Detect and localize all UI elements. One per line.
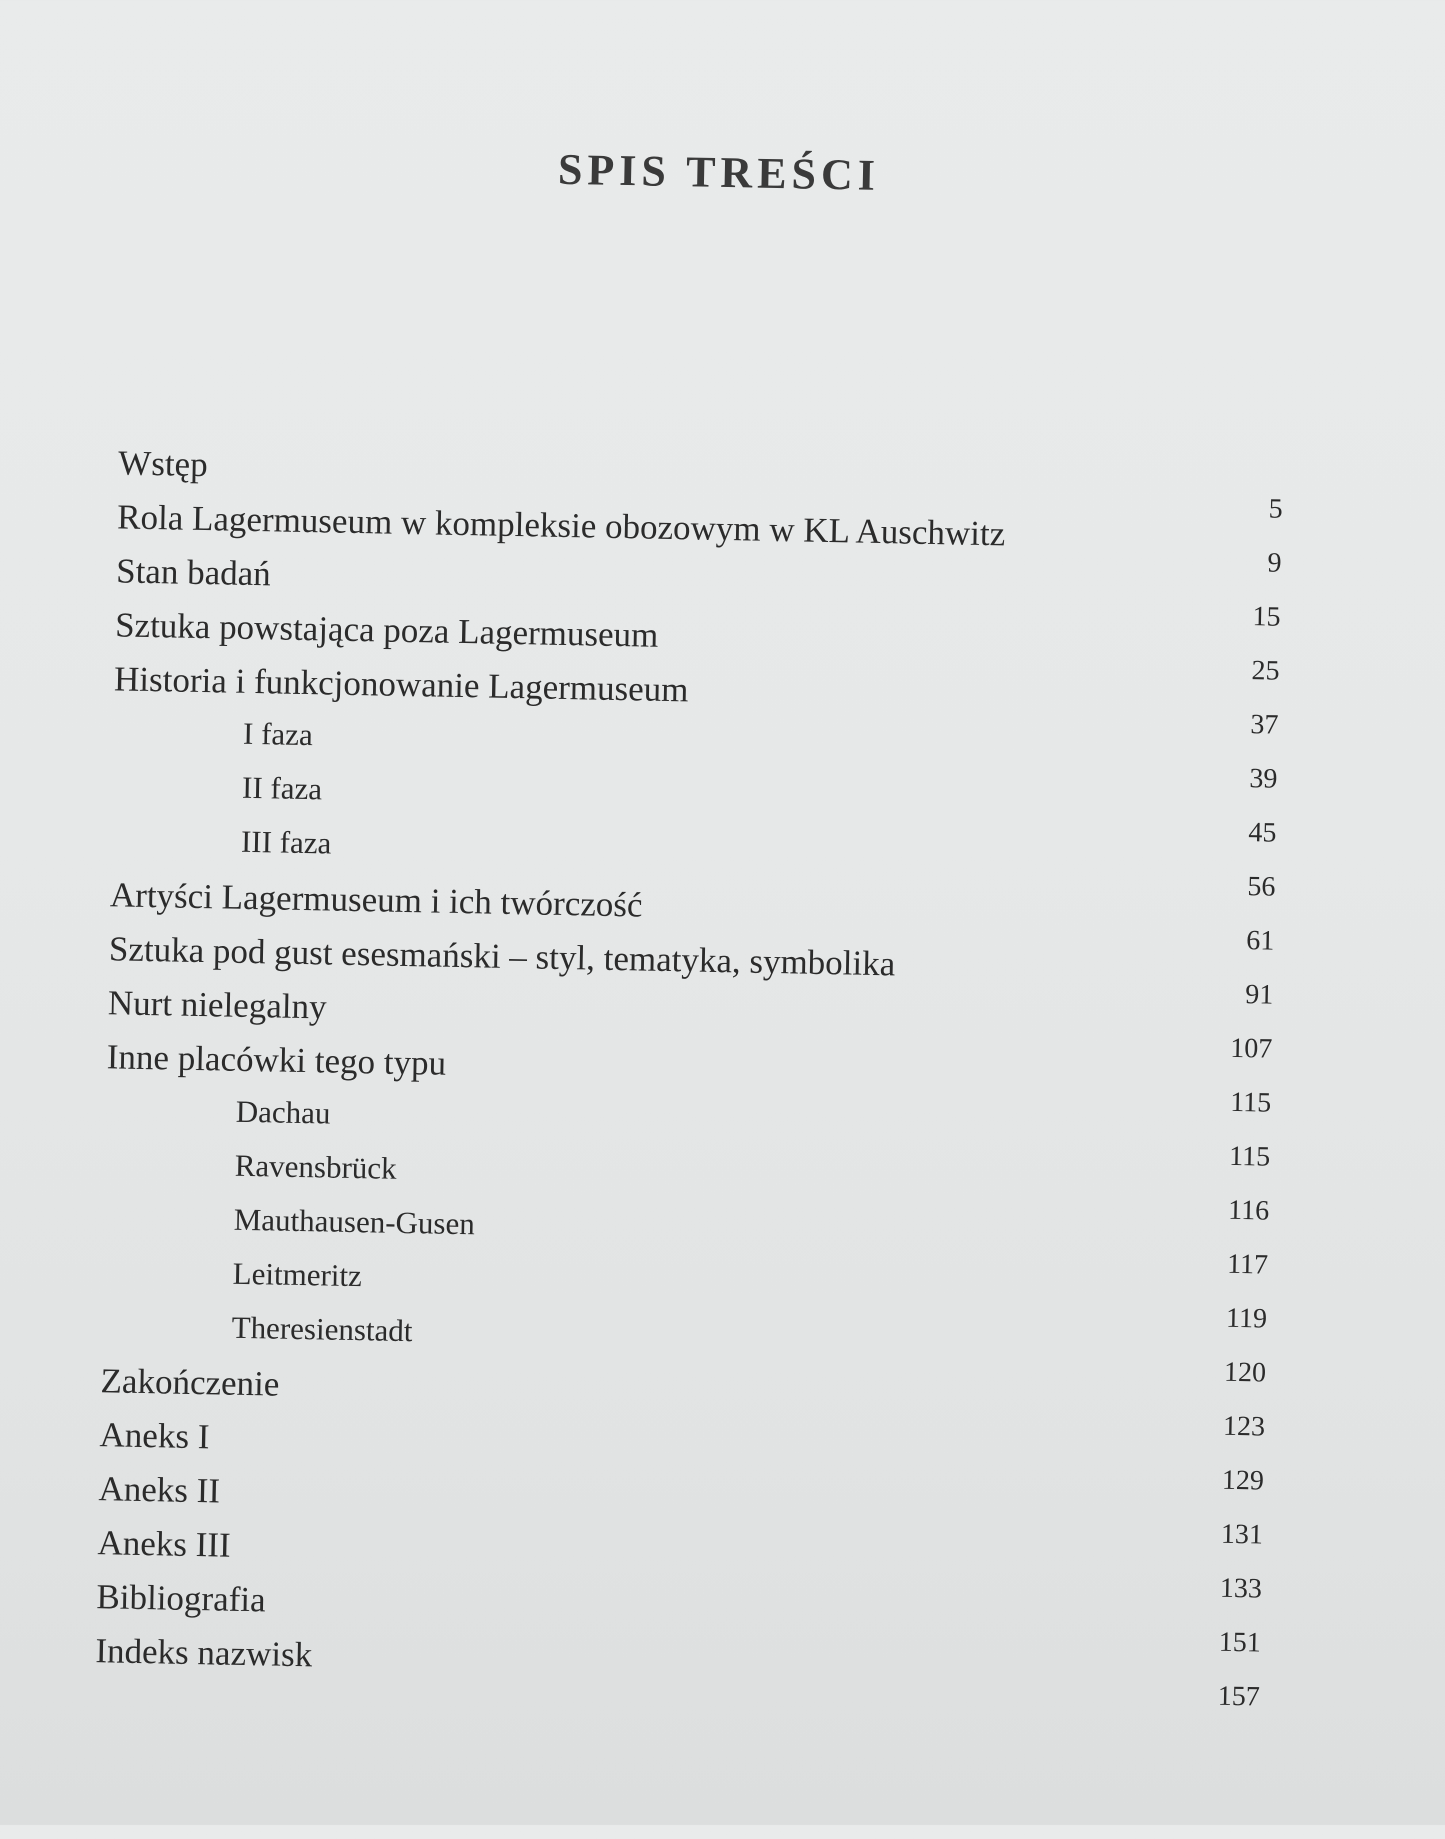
toc-entry-page: 151	[1218, 1626, 1262, 1659]
toc-entry-page: 133	[1219, 1572, 1263, 1605]
toc-entry-page: 39	[1249, 763, 1278, 795]
toc-entry-label: Aneks III	[97, 1523, 232, 1565]
toc-entry-label: Leitmeritz	[232, 1255, 363, 1294]
toc-entry-label: Bibliografia	[96, 1577, 266, 1620]
toc-entry-page: 37	[1250, 709, 1279, 741]
toc-entry-page: 116	[1227, 1194, 1270, 1227]
toc-entry-label: Historia i funkcjonowanie Lagermuseum	[113, 659, 689, 710]
toc-entry-page: 5	[1268, 493, 1283, 525]
toc-entry-label: Zakończenie	[100, 1361, 280, 1404]
toc-entry-label: Sztuka pod gust esesmański – styl, tematyka, symbolika	[108, 929, 896, 984]
toc-entry-label: I faza	[242, 715, 314, 753]
toc-entry-label: Ravensbrück	[234, 1147, 397, 1186]
toc-entry-label: II faza	[241, 769, 323, 807]
toc-entry-label: Dachau	[235, 1093, 331, 1131]
toc-entry-label: Stan badań	[115, 551, 272, 594]
toc-entry-page: 91	[1244, 979, 1274, 1011]
toc-entry-label: Indeks nazwisk	[95, 1631, 313, 1675]
toc-entry-page: 107	[1229, 1032, 1273, 1065]
toc-entry-page: 123	[1222, 1410, 1266, 1443]
toc-entry-page: 61	[1246, 925, 1275, 957]
toc-entry-label: Artyści Lagermuseum i ich twórczość	[109, 875, 643, 925]
toc-entry-page: 9	[1267, 547, 1282, 579]
toc-entry-page: 45	[1248, 817, 1277, 849]
toc-entry-page: 119	[1225, 1302, 1268, 1335]
toc-entry-page: 56	[1247, 871, 1276, 903]
toc-entry-label: Aneks II	[98, 1469, 221, 1511]
page-title: SPIS TREŚCI	[557, 145, 881, 201]
toc-entry-label: Sztuka powstająca poza Lagermuseum	[114, 605, 659, 655]
toc-entry-page: 117	[1226, 1248, 1269, 1281]
toc-entry-label: Mauthausen-Gusen	[233, 1201, 476, 1242]
toc-entry-label: Aneks I	[99, 1415, 210, 1457]
toc-entry-page: 157	[1217, 1680, 1261, 1713]
toc-entry-page: 15	[1252, 601, 1281, 633]
toc-entry-page: 115	[1228, 1140, 1271, 1173]
toc-entry-label: Nurt nielegalny	[107, 983, 327, 1027]
toc-entry-page: 115	[1229, 1086, 1272, 1119]
toc-entry-label: Wstęp	[117, 443, 209, 485]
toc-entry-label: Theresienstadt	[231, 1309, 413, 1349]
toc-entry-label: III faza	[240, 823, 332, 861]
toc-entry-page: 25	[1251, 655, 1280, 687]
toc-entry-label: Inne placówki tego typu	[106, 1037, 447, 1083]
toc-entry-page: 129	[1221, 1464, 1265, 1497]
toc-entry-label: Rola Lagermuseum w kompleksie obozowym w KL Auschwitz	[116, 497, 1006, 554]
toc-entry-page: 120	[1223, 1356, 1267, 1389]
toc-entry-page: 131	[1220, 1518, 1264, 1551]
